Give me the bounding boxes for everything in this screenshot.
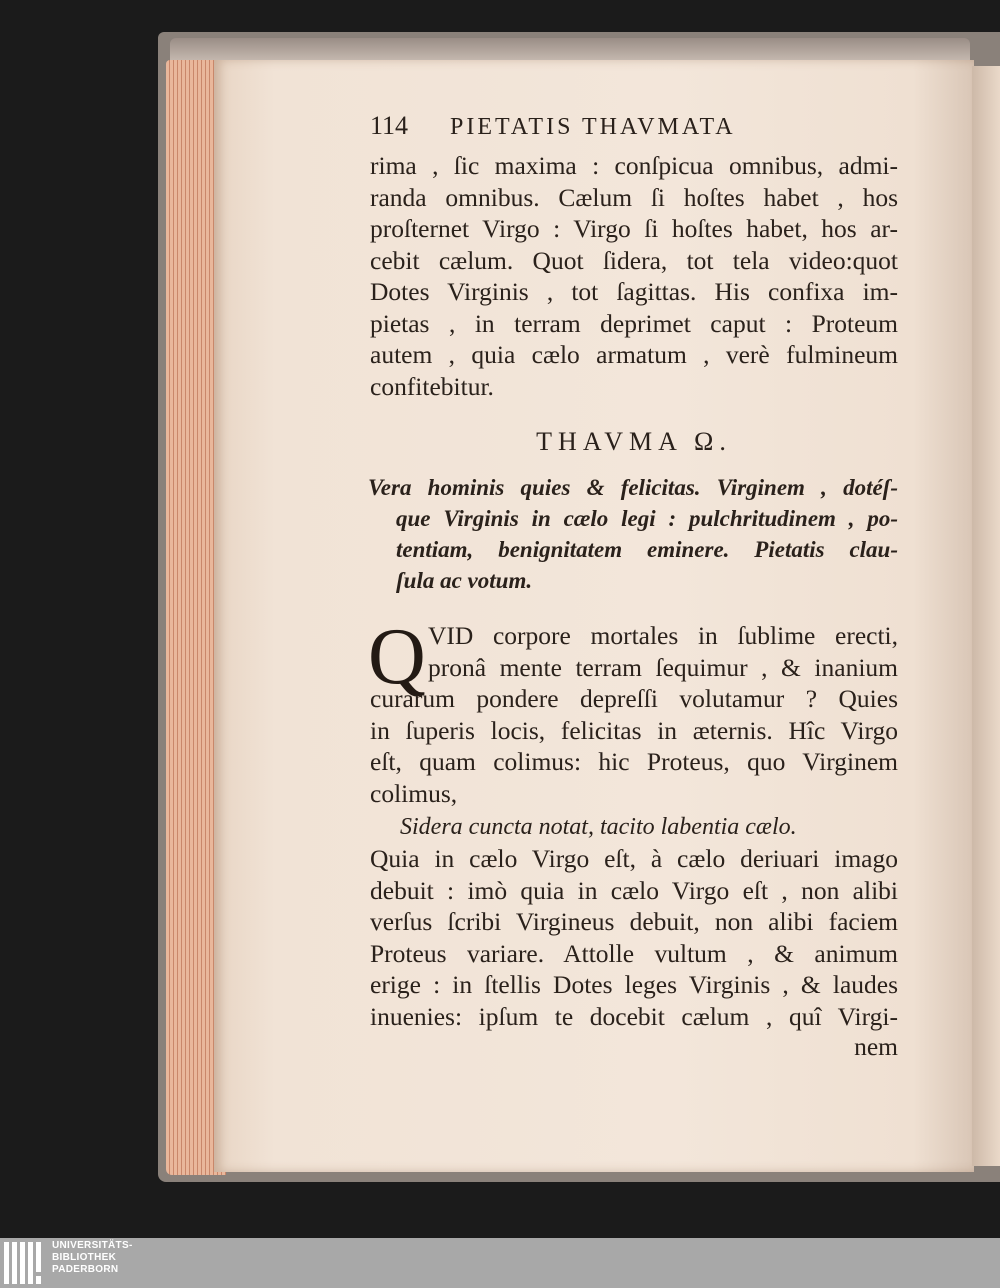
text-line: Proteus variare. Attolle vultum , & animum (370, 938, 898, 968)
text-line: in ſuperis locis, felicitas in æternis. Hîc Virgo (370, 715, 898, 745)
catchword (800, 1031, 898, 1063)
text-line: Dotes Virginis , tot ſagittas. His confixa im- (370, 277, 898, 306)
text-line: cebit cælum. Quot ſidera, tot tela video:quot (370, 245, 898, 275)
library-logo-icon (4, 1242, 48, 1284)
footer-bar (0, 1238, 1000, 1288)
text-line: pietas , in terram deprimet caput : Proteum (370, 308, 898, 338)
running-head-title: PIETATIS THAVMATA (450, 114, 736, 140)
text-line: confitebitur. (370, 371, 494, 401)
verse-line: Sidera cuncta notat, tacito labentia cælo. (400, 814, 797, 840)
library-name-line: BIBLIOTHEK (52, 1252, 117, 1263)
section-summary (368, 472, 898, 596)
library-name-line: UNIVERSITÄTS- (52, 1240, 133, 1251)
text-line: inuenies: ipſum te docebit cælum , quî Virgi- (370, 1001, 898, 1031)
text-line: debuit : imò quia in cælo Virgo eſt , non alibi (370, 875, 898, 905)
text-line: eſt, quam colimus: hic Proteus, quo Virginem (370, 747, 898, 776)
summary-line: ſula ac votum. (396, 568, 533, 593)
paragraph-3 (370, 843, 898, 1032)
text-line: verſus ſcribi Virgineus debuit, non alibi faciem (370, 907, 898, 936)
drop-cap: Q (368, 613, 426, 701)
text-line: pronâ mente terram ſequimur , & inanium (428, 652, 898, 682)
text-line: Quia in cælo Virgo eſt, à cælo deriuari imago (370, 844, 898, 873)
verse-quote (400, 812, 840, 844)
library-name-line: PADERBORN (52, 1264, 119, 1275)
paragraph-2 (368, 613, 898, 809)
text-line: rima , ſic maxima : conſpicua omnibus, admi- (370, 151, 898, 180)
text-line: VID corpore mortales in ſublime erecti, (428, 621, 898, 650)
paragraph-1 (370, 150, 898, 402)
text-line: curarum pondere depreſſi volutamur ? Quies (370, 684, 898, 713)
catchword-text: nem (854, 1032, 898, 1061)
summary-line: que Virginis in cælo legi : pulchritudinem , po- (396, 506, 898, 531)
text-line: erige : in ſtellis Dotes leges Virginis , & laudes (370, 970, 898, 999)
page-number: 114 (370, 111, 409, 140)
running-head (370, 108, 898, 144)
summary-line: tentiam, benignitatem eminere. Pietatis clau- (396, 537, 898, 562)
text-line: colimus, (370, 778, 458, 808)
text-line: proſternet Virgo : Virgo ſi hoſtes habet, hos ar- (370, 214, 898, 243)
facing-page-edge (972, 66, 1000, 1166)
text-line: randa omnibus. Cælum ſi hoſtes habet , hos (370, 182, 898, 212)
summary-line: Vera hominis quies & felicitas. Virginem , dotéſ- (368, 475, 898, 500)
text-line: autem , quia cælo armatum , verè fulmineum (370, 340, 898, 369)
library-name (52, 1240, 133, 1276)
section-title: THAVMA Ω. (536, 427, 732, 456)
